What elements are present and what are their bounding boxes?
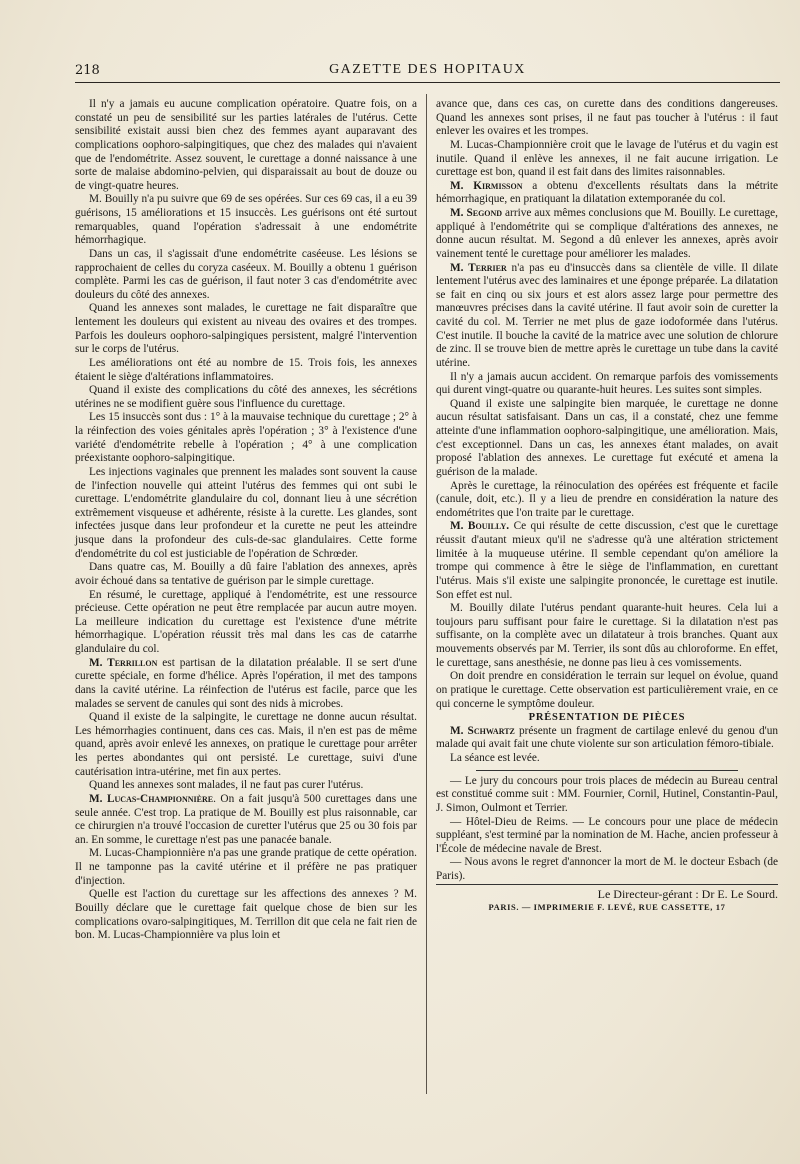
paragraph-text: arrive aux mêmes conclusions que M. Bouilly. Le curettage, appliqué à l'endométrite qui se complique d'altérations des annexes, ne donne aucun résultat. M. Segond a dû enlever les annexes, après avoir vainement tenté le curettage pour améliorer les malades. [436,207,778,260]
paragraph: Quand il existe une salpingite bien marquée, le curettage ne donne aucun résultat satisfaisant. Dans un cas, il a constaté, chez une femme atteinte d'une inflammation oophoro-salpingitique, une amélioration. Mais, c'est exceptionnel. Dans un cas, les annexes étant malades, on avait proposé l'ablation des annexes. Le curettage fut exécuté et amena la guérison de la malade. [436,397,778,478]
paragraph: Quelle est l'action du curettage sur les affections des annexes ? M. Bouilly déclare que le curettage fait quelque chose de bien sur les complications ovaro-salpingitiques, M. Terrillon dit que cela ne fait rien de bon. M. Lucas-Championnière va plus loin et [75,888,417,942]
page-number: 218 [75,63,100,78]
paragraph: — Hôtel-Dieu de Reims. — Le concours pour une place de médecin suppléant, s'est terminé par la nomination de M. Hache, ancien professeur à l'École de médecine navale de Brest. [436,815,778,855]
paragraph: avance que, dans ces cas, on curette dans des conditions dangereuses. Quand les annexes sont prises, il ne faut pas toucher à l'utérus : il faut enlever les ovaires et les trompes. [436,98,778,138]
imprint-line: PARIS. — IMPRIMERIE F. LEVÉ, RUE CASSETTE, 17 [488,902,726,913]
paragraph: La séance est levée. [450,752,540,764]
paragraph: Quand les annexes sont malades, le curettage ne fait disparaître que lentement les douleurs qui existent au niveau des ovaires et des trompes. Parfois les douleurs oophoro-salpingiques persistent, malgré l'intervention sur le corps de l'utérus. [75,302,417,356]
paragraph: Les 15 insuccès sont dus : 1° à la mauvaise technique du curettage ; 2° à la réinfection des voies génitales après l'opération ; 3° à l'existence d'une variété d'endométrite rebelle à l'opération ; 4° à une complication préexistante oophoro-salpingitique. [75,411,417,465]
right-column [436,98,778,915]
page-header [75,60,780,83]
paragraph: Les améliorations ont été au nombre de 15. Trois fois, les annexes étaient le siège d'altérations inflammatoires. [75,356,417,383]
left-column [75,98,417,943]
speaker-name: M. Terrillon [89,656,158,669]
paragraph [436,262,778,371]
speaker-name: M. Bouilly. [450,520,510,533]
speaker-name: M. Kirmisson [450,179,523,192]
paragraph-text: a obtenu d'excellents résultats dans la métrite hémorrhagique, en pratiquant la dilatation extemporanée du col. [436,179,778,206]
section-title: PRÉSENTATION DE PIÈCES [528,712,686,724]
paragraph: En résumé, le curettage, appliqué à l'endométrite, est une ressource précieuse. Cette opération ne peut être remplacée par aucun autre moyen. La meilleure indication du curettage est l'existence d'une métrite hémorrhagique. L'opération réussit très mal dans les cas de catarrhe glandulaire du col. [75,588,417,655]
speaker-name: M. Schwartz [450,724,515,737]
section-rule [476,770,738,771]
paragraph: Dans un cas, il s'agissait d'une endométrite caséeuse. Les lésions se rapprochaient de celles du coryza caséeux. M. Bouilly a obtenu 1 guérison complète. Parmi les cas de guérison, il faut noter 3 cas d'endométrite avec douleurs du côté des annexes. [75,247,417,301]
paragraph: Quand il existe des complications du côté des annexes, les sécrétions utérines ne se modifient guère sous l'influence du curettage. [75,384,417,410]
paragraph-text: n'a pas eu d'insuccès dans sa clientèle de ville. Il dilate lentement l'utérus avec des laminaires et une éponge préparée. La dilatation se fait en cinq ou six jours et est alors assez large pour permettre des manœuvres précises dans la cavité utérine. Il faut avoir soin de curetter la cavité du col. M. Terrier ne met plus de gaze iodoformée dans l'utérus. C'est inutile. Il bouche la cavité de la matrice avec une solution de chlorure de zinc. Il se trouve bien de mettre après le curettage un tube dans la cavité utérine. [436,261,778,369]
paragraph: Il n'y a jamais eu aucune complication opératoire. Quatre fois, on a constaté un peu de sensibilité sur les parties latérales de l'utérus. Cette sensibilité existait aussi bien chez des femmes ayant auparavant des complications oophoro-salpingitiques, que chez des malades qui n'avaient que de l'endométrite. Assez souvent, le curettage a donné naissance à une sorte de malaise abdomino-pelvien, qui disparaissait au bout de douze ou de vingt-quatre heures. [75,98,417,192]
paragraph: M. Bouilly n'a pu suivre que 69 de ses opérées. Sur ces 69 cas, il a eu 39 guérisons, 15 améliorations et 15 insuccès. Les guérisons ont été surtout remarquables, quand l'opération s'adressait à une endométrite hémorrhagique. [75,193,417,247]
paragraph: Il n'y a jamais aucun accident. On remarque parfois des vomissements qui durent vingt-quatre ou quarante-huit heures. Les suites sont simples. [436,370,778,397]
paragraph-text: présente un fragment de cartilage enlevé du genou d'un malade qui avait fait une chute violente sur son articulation fémoro-tibiale. [436,724,778,751]
paragraph: Quand il existe de la salpingite, le curettage ne donne aucun résultat. Les hémorrhagies continuent, dans ces cas. Mais, il n'en est pas de même quand, après avoir enlevé les annexes, on pratique le curettage pour arrêter les pertes abondantes qui ont persisté. Le curettage, suivi d'une cautérisation intra-utérine, met fin aux pertes. [75,711,417,778]
paragraph: M. Lucas-Championnière n'a pas une grande pratique de cette opération. Il ne tamponne pas la cavité utérine et il préfère ne pas pratiquer d'injection. [75,847,417,887]
paragraph-text: Ce qui résulte de cette discussion, c'est que le curettage réussit d'autant mieux qu'il ne s'adresse qu'à une altération strictement limitée à la muqueuse utérine. Il semble cependant qu'on améliore la trompe qui commence à être le siège de l'inflammation, en curettant l'utérus. Mais s'il existe une salpingite prononcée, le curettage est inutile. Son effet est nul. [436,520,778,601]
paragraph: M. Bouilly dilate l'utérus pendant quarante-huit heures. Cela lui a toujours paru suffisant pour faire le curettage. Si la dilatation n'est pas suffisante, on la complète avec un dilatateur à trois branches. Quant aux mouvements observés par M. Terrier, ils sont dûs au chloroforme. En effet, le curettage, sans anesthésie, ne donne pas lieu à ces vomissements. [436,602,778,669]
paragraph: M. Lucas-Championnière croit que le lavage de l'utérus et du vagin est inutile. Quand il enlève les annexes, il ne fait aucune irrigation. Le curettage est bon, quand il est fait dans des limites raisonnables. [436,138,778,179]
paragraph: On doit prendre en considération le terrain sur lequel on évolue, quand on pratique le curettage. Cette observation est particulièrement vraie, en ce qui concerne le symptôme douleur. [436,670,778,710]
paragraph [436,207,778,262]
column-divider [426,94,427,1094]
paragraph [75,793,417,848]
paragraph-text: . On a fait jusqu'à 500 curettages dans une seule année. C'est trop. La pratique de M. Bouilly est plus raisonnable, car ce chirurgien n'a trouvé l'occasion de curetter l'utérus que 25 ou 30 fois par an. En somme, le curettage n'est pas une panacée banale. [75,792,417,846]
paragraph: Quand les annexes sont malades, il ne faut pas curer l'utérus. [89,779,364,792]
paragraph [75,657,417,712]
signature-line: Le Directeur-gérant : Dr E. Le Sourd. [436,884,778,902]
paragraph [436,520,778,602]
paragraph: Les injections vaginales que prennent les malades sont souvent la cause de l'infection nouvelle qui atteint l'utérus des femmes qui ont subi le curettage. L'endométrite glandulaire du col, donnant lieu à une sécrétion extrêmement visqueuse et adhérente, résiste à la curette. Les glandes, sont infectées jusque dans leur profondeur et la curette ne peut les atteindre jusque dans la profondeur des culs-de-sac glandulaires. Cette forme d'endométrite du col est justiciable de l'opération de Schrœder. [75,465,417,560]
paragraph: Après le curettage, la réinoculation des opérées est fréquente et facile (canule, doit, etc.). Il y a lieu de prendre en considération la nature des endométrites que l'on traite par le curettage. [436,479,778,519]
paragraph [436,180,778,207]
speaker-name: M. Segond [450,207,503,219]
paragraph: Dans quatre cas, M. Bouilly a dû faire l'ablation des annexes, après avoir échoué dans sa tentative de guérison par le simple curettage. [75,561,417,587]
paragraph [436,725,778,752]
speaker-name: M. Terrier [450,261,507,274]
journal-title: GAZETTE DES HOPITAUX [329,62,526,77]
speaker-name: M. Lucas-Championnière [89,792,214,805]
paragraph: — Nous avons le regret d'annoncer la mort de M. le docteur Esbach (de Paris). [436,856,778,882]
paragraph-text: est partisan de la dilatation préalable. Il se sert d'une curette spéciale, en forme d'hélice. Après l'opération, il met des tampons dans la cavité utérine. La réinfection de l'utérus est facile, parce que les malades se servent de canules qui sont des nids à microbes. [75,656,417,710]
paragraph: — Le jury du concours pour trois places de médecin au Bureau central est constitué comme suit : MM. Fournier, Cornil, Hutinel, Constantin-Paul, J. Simon, Oulmont et Terrier. [436,774,778,814]
